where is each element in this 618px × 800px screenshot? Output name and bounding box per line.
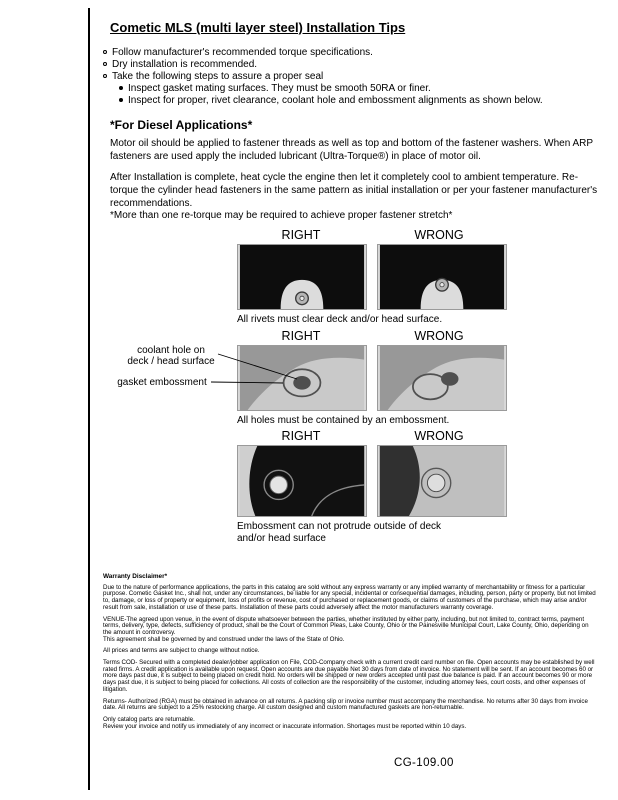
disclaimer-paragraph: Terms COD- Secured with a completed dealer/jobber application on File, COD-Company check with a current credit card number on file. Open accounts may be established by well rated firms. A credit application is available upon request. Open accounts are due payable Net 30 days from date of invoice. No statement will be sent. If an account becomes 60 or more days past due, it is subject to being placed on credit hold. No orders will be shipped or new orders accepted until past due balance is paid. If an account becomes 90 or more days past due, it is subject to being placed for collections. All costs of collection are the responsibility of the customer, including attorney fees, court costs, and other expenses of litigation. — [103, 659, 595, 693]
embossment-right-diagram — [237, 445, 367, 517]
rivet-clearance-wrong-diagram — [377, 244, 507, 310]
tip-sub-item — [119, 94, 543, 106]
diagram-pair — [237, 345, 605, 411]
coolant-hole-wrong-diagram — [377, 345, 507, 411]
disclaimer-paragraph: Returns- Authorized (RGA) must be obtained in advance on all returns. A packing slip or invoice number must accompany the merchandise. No returns after 30 days from invoice date. All returns are subject to a 25% restocking charge. All custom designed and custom manufactured gaskets are non-returnable. — [103, 697, 588, 712]
wrong-label: WRONG — [414, 329, 464, 343]
diagram-pair — [237, 244, 605, 310]
diagram-pair — [237, 445, 605, 517]
disclaimer-paragraph: Review your invoice and notify us immediately of any incorrect or inaccurate information. Shortages must be reported within 10 days. — [103, 722, 467, 730]
disclaimer-paragraph: Due to the nature of performance applications, the parts in this catalog are sold without any express warranty or any implied warranty of merchantability or fitness for a particular purpose. Cometic Gasket Inc., shall not, under any circumstances, be liable for any special, incidental or consequential damages, including, person, party or property, but not limited to, damage, or loss of property or equipment, loss of profits or revenue, cost of purchased or replacement goods, or claims of customers of the purchase, which may arise and/or result from sale, installation or use of these parts. Installation of these parts could adversely affect the motor manufacturers warranty coverage. — [103, 583, 596, 611]
gasket-embossment-label: gasket embossment — [117, 377, 207, 388]
right-label: RIGHT — [281, 429, 321, 443]
diagram-caption-embossment — [237, 521, 605, 545]
diesel-applications-heading: *For Diesel Applications* — [110, 118, 253, 132]
open-bullet-icon — [103, 74, 107, 78]
tips-list — [103, 46, 543, 106]
right-label: RIGHT — [281, 228, 321, 242]
diagram-row-rivets — [100, 228, 605, 326]
left-border-rule — [88, 8, 90, 790]
coolant-hole-label-line2: deck / head surface — [127, 356, 215, 367]
page-title: Cometic MLS (multi layer steel) Installation Tips — [110, 20, 406, 35]
embossment-wrong-diagram — [377, 445, 507, 517]
diagram-headers — [237, 228, 503, 242]
tip-text: Inspect gasket mating surfaces. They must be smooth 50RA or finer. — [128, 82, 431, 94]
caption-line2: and/or head surface — [237, 533, 326, 544]
disclaimer-paragraph: VENUE-The agreed upon venue, in the event of dispute whatsoever between the parties, whether instituted by either party, including, but not limited to, contract terms, payment terms, delivery, type, defects, sufficiency of product, shall be the Court of Common Pleas, Lake County, Ohio or the Painesville Municipal Court, Lake County, Ohio, depending on the amount in controversy. — [103, 615, 589, 636]
diagram-headers — [237, 329, 503, 343]
retorque-note: *More than one re-torque may be required to achieve proper fastener stretch* — [110, 210, 453, 221]
filled-bullet-icon — [119, 98, 123, 102]
diagram-headers — [237, 429, 503, 443]
wrong-label: WRONG — [414, 429, 464, 443]
diagram-caption-holes: All holes must be contained by an embossment. — [237, 415, 450, 426]
page-code: CG-109.00 — [394, 757, 454, 769]
warranty-disclaimer-heading: Warranty Disclaimer* — [103, 573, 168, 580]
tip-item — [103, 58, 543, 70]
filled-bullet-icon — [119, 86, 123, 90]
diesel-paragraph-1: Motor oil should be applied to fastener threads as well as top and bottom of the fastener washers. When ARP fasteners are used apply the included lubricant (Ultra-Torque®) in place of motor oil. — [110, 138, 593, 162]
diesel-paragraph-2: After Installation is complete, heat cycle the engine then let it completely cool to ambient temperature. Re-torque the cylinder head fasteners in the same pattern as initial installation or per your fastener manufacturer's recommendations. — [110, 172, 598, 209]
diagram-row-embossment — [100, 429, 605, 545]
disclaimer-paragraph: This agreement shall be governed by and construed under the laws of the State of Ohio. — [103, 635, 345, 643]
disclaimer-paragraph: Only catalog parts are returnable. — [103, 715, 195, 723]
coolant-hole-label-line1: coolant hole on — [137, 345, 205, 356]
diagram-caption-rivets: All rivets must clear deck and/or head surface. — [237, 314, 443, 325]
rivet-clearance-right-diagram — [237, 244, 367, 310]
diagram-row-holes — [100, 329, 605, 427]
open-bullet-icon — [103, 50, 107, 54]
open-bullet-icon — [103, 62, 107, 66]
disclaimer-paragraph: All prices and terms are subject to change without notice. — [103, 647, 260, 655]
tip-sub-item — [119, 82, 543, 94]
tip-text: Inspect for proper, rivet clearance, coolant hole and embossment alignments as shown below. — [128, 94, 543, 106]
tip-text: Dry installation is recommended. — [112, 58, 258, 70]
tip-item — [103, 70, 543, 82]
tip-text: Take the following steps to assure a proper seal — [112, 70, 324, 82]
tip-text: Follow manufacturer's recommended torque specifications. — [112, 46, 373, 58]
warranty-disclaimer — [103, 574, 597, 730]
coolant-hole-label — [125, 345, 217, 367]
wrong-label: WRONG — [414, 228, 464, 242]
right-label: RIGHT — [281, 329, 321, 343]
caption-line1: Embossment can not protrude outside of deck — [237, 521, 442, 532]
tip-item — [103, 46, 543, 58]
coolant-hole-right-diagram — [237, 345, 367, 411]
